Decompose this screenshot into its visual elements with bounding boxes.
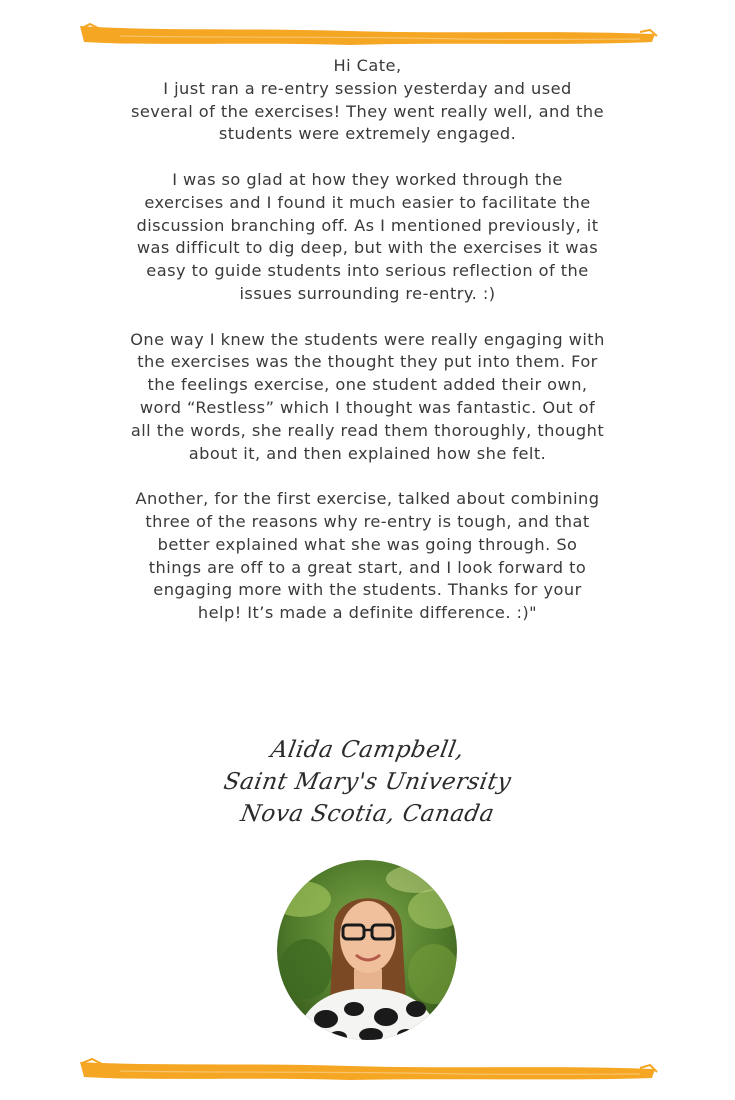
top-brush-stroke (0, 12, 735, 52)
paragraph-1: I just ran a re-entry session yesterday and used several of the exercises! They went really well, and the students were extremely engaged. (130, 78, 604, 144)
portrait-image (276, 859, 458, 1041)
portrait-photo (276, 859, 458, 1041)
signature-block (0, 734, 735, 830)
signature-name: Alida Campbell, (268, 737, 467, 763)
paragraph-3: One way I knew the students were really engaging with the exercises was the thought they put into them. For the feelings exercise, one student added their own, word “Restless” which I thought was fantastic. Out of all the words, she really read them thoroughly, thought about it, and then explained how she felt. (130, 329, 605, 463)
signature-location: Nova Scotia, Canada (238, 801, 497, 827)
paragraph-2: I was so glad at how they worked through the exercises and I found it much easier to facilitate the discussion branching off. As I mentioned previously, it was difficult to dig deep, but with the exercises it was easy to guide students into serious reflection of the issues surrounding re-entry. :) (136, 169, 599, 303)
signature-institution: Saint Mary's University (221, 769, 514, 795)
paragraph-4: Another, for the first exercise, talked about combining three of the reasons why re-entry is tough, and that better explained what she was going through. So things are off to a great start, and I look forward to engaging more with the students. Thanks for your help! It’s made a definite difference. :)" (135, 489, 600, 623)
bottom-brush-stroke (0, 1050, 735, 1090)
greeting-text: Hi Cate, (333, 56, 402, 75)
testimonial-letter (130, 55, 605, 625)
